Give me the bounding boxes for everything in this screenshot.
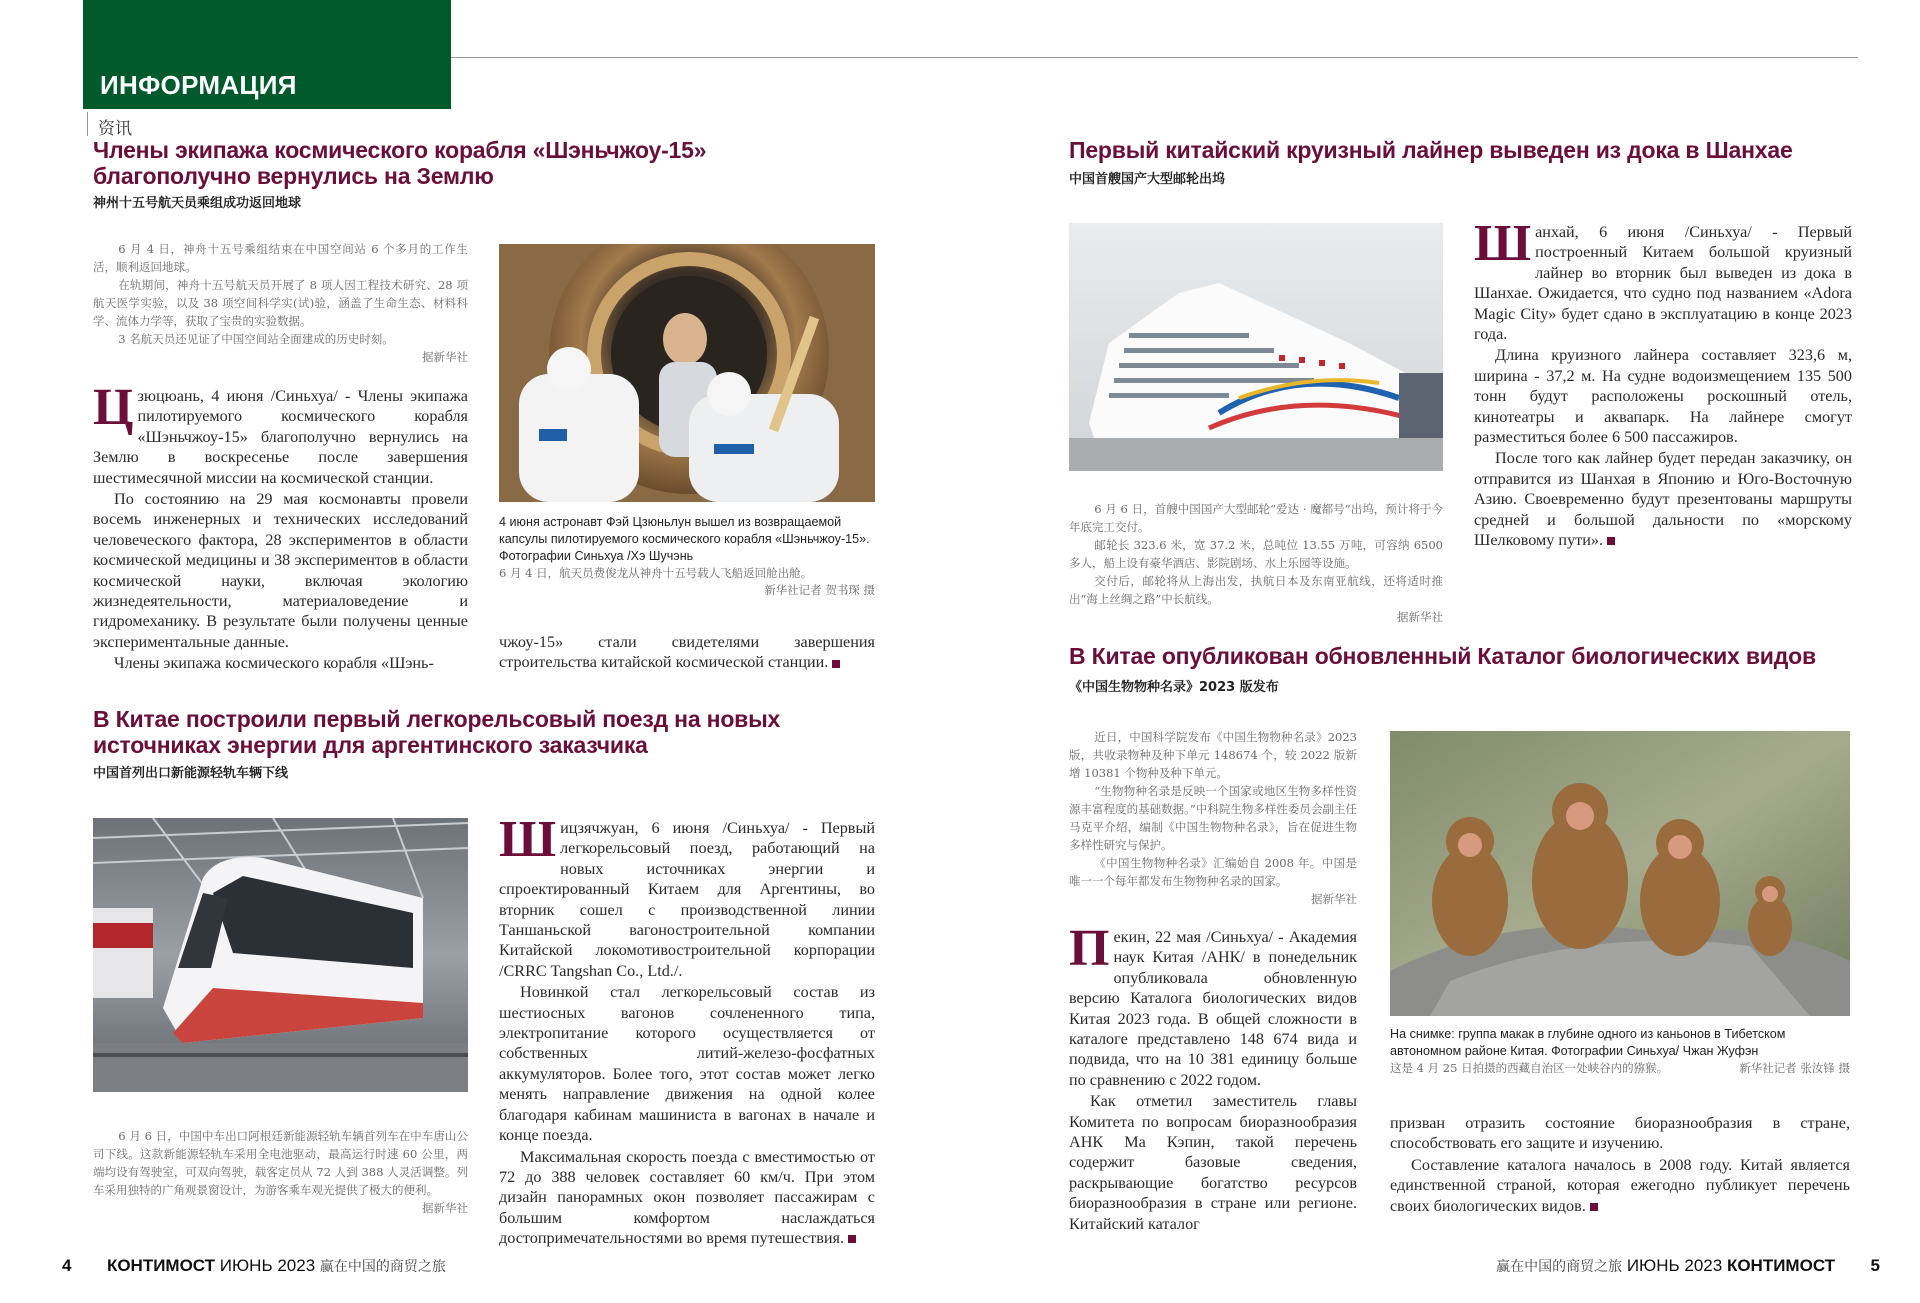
article-cruise-cn-text — [1069, 500, 1443, 626]
issue-year: 2023 — [277, 1256, 316, 1275]
body-paragraph — [499, 1147, 875, 1249]
body-paragraph: анхай, 6 июня /Синьхуа/ - Первый построенный Китаем большой круизный лайнер во вторник был выведен из дока в Шанхае. Ожидается, что судно под названием «Adora Magic City» будет сдано в эксплуатацию в конце 2023 года. — [1474, 223, 1852, 344]
cn-paragraph: 近日，中国科学院发布《中国生物物种名录》2023 版，共收录物种及种下单元 148674 个，较 2022 版新增 10381 个物种及种下单元。 — [1069, 730, 1357, 780]
astronaut-photo-caption-cn — [499, 565, 875, 599]
astronaut-photo-caption: 4 июня астронавт Фэй Цзюньлун вышел из возвращаемой капсулы пилотируемого космического корабля «Шэньчжоу-15». Фотографии Синьхуа /Хэ Шучэнь — [499, 515, 870, 563]
body-paragraph: чжоу-15» стали свидетелями завершения строительства китайской космической станции. — [499, 633, 875, 672]
cn-paragraph: 3 名航天员还见证了中国空间站全面建成的历史时刻。 — [118, 332, 394, 346]
issue-month: ИЮНЬ — [219, 1256, 273, 1275]
drop-cap: Ш — [499, 811, 557, 868]
macaques-photo-caption-cn — [1390, 1060, 1850, 1077]
article-shenzhou-headline — [93, 137, 853, 189]
astronaut-photo — [499, 244, 875, 502]
section-title-cn: 资讯 — [98, 119, 132, 139]
article-train-cn-text — [93, 1127, 468, 1217]
section-title: ИНФОРМАЦИЯ — [100, 70, 297, 100]
cn-paragraph: 6 月 6 日，中国中车出口阿根廷新能源轻轨车辆首列车在中车唐山公司下线。这款新能源轻轨车采用全电池驱动，最高运行时速 60 公里，两端均设有驾驶室，可双向驾驶，载客定员从 72 人到 388 人灵活调整。列车采用独特的广角观景窗设计，为游客乘车观光提供了极大的便利。 — [93, 1129, 468, 1197]
body-paragraph-text: Максимальная скорость поезда с вместимостью от 72 до 388 человек составляет 60 км/ч. При этом дизайн панорамных окон позволяет пассажирам с большим комфортом наслаждаться достопримечательностями во время путешествия. — [499, 1147, 875, 1248]
article-catalog-body-continued — [1390, 1113, 1850, 1217]
cn-source: 据新华社 — [1397, 610, 1443, 624]
article-train-subhead: 中国首列出口新能源轻轨车辆下线 — [93, 766, 289, 781]
drop-cap: П — [1069, 920, 1110, 977]
article-shenzhou-subhead: 神州十五号航天员乘组成功返回地球 — [93, 196, 302, 211]
article-shenzhou-body-continued — [499, 632, 875, 674]
cn-paragraph: 交付后，邮轮将从上海出发，执航日本及东南亚航线，还将适时推出“海上丝绸之路”中长航线。 — [1069, 574, 1443, 606]
body-paragraph: Длина круизного лайнера составляет 323,6 м, ширина - 37,2 м. На судне водоизмещением 135 500 тонн будут расположены роскошный отель, кинотеатры и аквапарк. На лайнере смогут разместиться более 6 500 пассажиров. — [1474, 346, 1852, 447]
end-mark-icon — [1590, 1203, 1598, 1211]
body-paragraph: ицзячжуан, 6 июня /Синьхуа/ - Первый легкорельсовый поезд, работающий на новых источниках энергии и спроектированный Китаем для Аргентины, во вторник сошел с производственной линии Таншаньской вагоностроительной компании Китайской локомотивостроительной корпорации /CRRC Tangshan Co., Ltd./. — [499, 819, 875, 980]
cn-paragraph: 6 月 4 日，神舟十五号乘组结束在中国空间站 6 个多月的工作生活，顺利返回地球。 — [93, 242, 468, 274]
issue-year: 2023 — [1684, 1256, 1723, 1275]
article-cruise-body — [1474, 215, 1852, 552]
slogan-cn: 赢在中国的商贸之旅 — [319, 1259, 446, 1275]
cn-paragraph: 邮轮长 323.6 米，宽 37.2 米，总吨位 13.55 万吨，可容纳 6500 多人，船上设有豪华酒店、影院剧场、水上乐园等设施。 — [1069, 538, 1443, 570]
photo-credit: 新华社记者 贺书琛 摄 — [764, 583, 875, 597]
body-paragraph: Новинкой стал легкорельсовый состав из шестиосных вагонов сочлененного типа, электропитание которого осуществляется от собственных литий-железо-фосфатных аккумуляторов. Более того, этот состав может легко менять направление движения на одной колее благодаря кабинам машиниста в вагонах в начале и конце поезда. — [499, 983, 875, 1145]
body-paragraph: зюцюань, 4 июня /Синьхуа/ - Члены экипажа пилотируемого космического корабля «Шэньчжоу-15» благополучно вернулись на Землю в воскресенье после завершения шестимесячной миссии на космической станции. — [93, 387, 468, 487]
drop-cap: Ш — [1474, 215, 1532, 272]
body-paragraph-text: Составление каталога началось в 2008 году. Китай является единственной страной, которая ежегодно публикует перечень своих биологических видов. — [1390, 1155, 1850, 1215]
cruise-ship-photo — [1069, 223, 1443, 471]
page-number-right: 5 — [1870, 1256, 1880, 1275]
body-paragraph — [1390, 1155, 1850, 1216]
slogan-cn: 赢在中国的商贸之旅 — [1496, 1259, 1623, 1275]
article-train-body — [499, 811, 875, 1250]
headline-line: Члены экипажа космического корабля «Шэньчжоу-15» — [93, 137, 707, 163]
body-paragraph: По состоянию на 29 мая космонавты провели восемь инженерных и технических исследований человеческого фактора, 28 экспериментов в области космической медицины и 38 экспериментов в области космической науки, включая экологию жизнедеятельности, материаловедение и гидромеханику. В результате были получены ценные экспериментальные данные. — [93, 490, 468, 651]
body-paragraph-text: После того как лайнер будет передан заказчику, он отправится из Шанхая в Японию и Юго-Восточную Азию. Своевременно будут презентованы маршруты средней и большой дальности по «морскому Шелковому пути». — [1474, 449, 1852, 550]
magazine-name: КОНТИМОСТ — [1726, 1256, 1836, 1275]
end-mark-icon — [848, 1235, 856, 1243]
drop-cap: Ц — [93, 379, 134, 436]
end-mark-icon — [832, 660, 840, 668]
article-catalog-subhead: 《中国生物物种名录》2023 版发布 — [1069, 680, 1279, 695]
photo-credit: 新华社记者 张汝锋 摄 — [1739, 1061, 1850, 1075]
cn-paragraph: “生物物种名录是反映一个国家或地区生物多样性资源丰富程度的基础数据。”中科院生物多样性委员会副主任马克平介绍，编制《中国生物物种名录》，旨在促进生物多样性研究与保护。 — [1069, 784, 1357, 852]
magazine-name: КОНТИМОСТ — [106, 1256, 216, 1275]
footer-right — [1496, 1256, 1880, 1276]
article-catalog-cn-text — [1069, 728, 1357, 908]
article-catalog-headline: В Китае опубликован обновленный Каталог биологических видов — [1069, 643, 1816, 669]
article-train-headline — [93, 706, 883, 758]
caption-cn-text: 这是 4 月 25 日拍摄的西藏自治区一处峡谷内的猕猴。 — [1390, 1061, 1669, 1075]
article-shenzhou-body — [93, 379, 468, 675]
headline-line: благополучно вернулись на Землю — [93, 163, 494, 189]
train-photo — [93, 818, 468, 1092]
footer-left — [62, 1256, 446, 1276]
article-cruise-subhead: 中国首艘国产大型邮轮出坞 — [1069, 172, 1226, 187]
cn-source: 据新华社 — [422, 1201, 468, 1215]
header-divider — [451, 57, 1858, 58]
cn-source: 据新华社 — [1311, 892, 1357, 906]
macaques-photo-caption: На снимке: группа макак в глубине одного из каньонов в Тибетском автономном районе Китая. Фотографии Синьхуа/ Чжан Жуфэн — [1390, 1027, 1786, 1058]
end-mark-icon — [1607, 537, 1615, 545]
body-paragraph: призван отразить состояние биоразнообразия в стране, способствовать его защите и изучению. — [1390, 1114, 1850, 1153]
page-number-left: 4 — [62, 1256, 72, 1275]
issue-month: ИЮНЬ — [1626, 1256, 1680, 1275]
body-paragraph — [1474, 448, 1852, 550]
cn-paragraph: 6 月 6 日，首艘中国国产大型邮轮“爱达 · 魔都号”出坞，预计将于今年底完工交付。 — [1069, 502, 1443, 534]
article-shenzhou-cn-text — [93, 240, 468, 366]
article-catalog-body — [1069, 920, 1357, 1235]
cn-source: 据新华社 — [422, 350, 468, 364]
section-cn-divider — [87, 112, 88, 136]
macaques-photo — [1390, 731, 1850, 1016]
cn-paragraph: 《中国生物物种名录》汇编始自 2008 年。中国是唯一一个每年都发布生物物种名录的国家。 — [1069, 856, 1357, 888]
body-paragraph: екин, 22 мая /Синьхуа/ - Академия наук Китая /АНК/ в понедельник опубликовала обновленную версию Каталога биологических видов Китая 2023 года. В общей сложности в каталоге представлено 148 674 вида и подвида, что на 10 381 единицу больше по сравнению с 2022 годом. — [1069, 928, 1357, 1089]
headline-line: источниках энергии для аргентинского заказчика — [93, 732, 648, 758]
headline-line: В Китае построили первый легкорельсовый поезд на новых — [93, 706, 781, 732]
body-paragraph: Как отметил заместитель главы Комитета по вопросам биоразнообразия АНК Ма Кэпин, такой перечень содержит базовые сведения, раскрывающие богатство ресурсов биоразнообразия в стране или регионе. Китайский каталог — [1069, 1092, 1357, 1233]
cn-paragraph: 在轨期间，神舟十五号航天员开展了 8 项人因工程技术研究、28 项航天医学实验，以及 38 项空间科学实(试)验，涵盖了生命生态、材料科学、流体力学等，获取了宝贵的实验数据。 — [93, 278, 468, 328]
body-paragraph: Члены экипажа космического корабля «Шэнь- — [114, 654, 434, 673]
article-cruise-headline: Первый китайский круизный лайнер выведен из дока в Шанхае — [1069, 137, 1793, 163]
caption-cn-text: 6 月 4 日，航天员费俊龙从神舟十五号载人飞船返回舱出舱。 — [499, 566, 813, 580]
